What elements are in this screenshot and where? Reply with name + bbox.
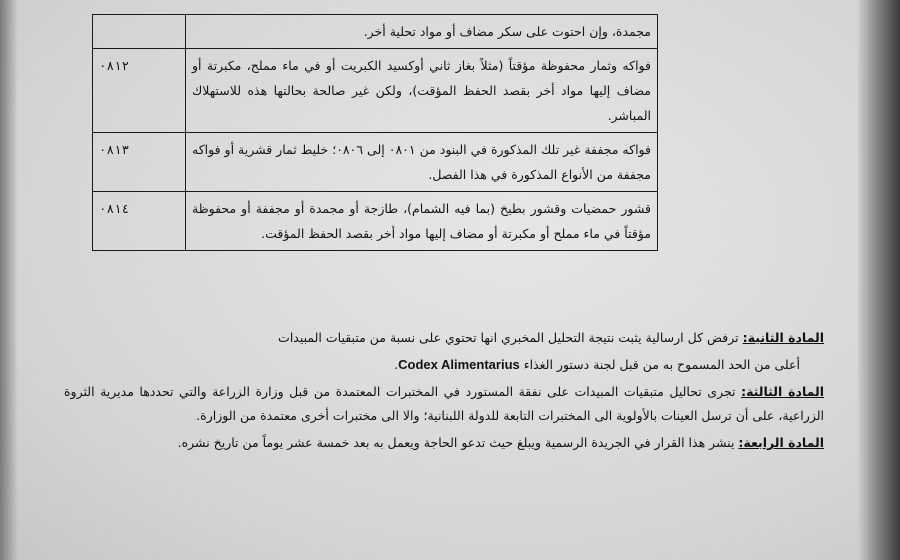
tariff-table (92, 14, 658, 251)
article-4-text: ينشر هذا القرار في الجريدة الرسمية ويبلغ حيث تدعو الحاجة ويعمل به بعد خمسة عشر يوماً من تاريخ نشره. (177, 435, 739, 450)
row-code: ٠٨١٣ (93, 133, 186, 192)
article-4 (64, 431, 824, 455)
article-2-end: . (394, 357, 399, 372)
row-code: ٠٨١٤ (93, 192, 186, 251)
article-2-continuation (64, 353, 824, 377)
article-3-text: تجرى تحاليل متبقيات المبيدات على نفقة المستورد في المختبرات المعتمدة من قبل وزارة الزراعة والتي تحددها مديرية الثروة الزراعية، على أن ترسل العينات بالأولوية الى المختبرات التابعة للدولة اللبنانية؛ والا الى مختبرات أخرى معتمدة من الوزارة. (64, 384, 824, 423)
table-row (93, 15, 658, 49)
article-2-continuation-text: أعلى من الحد المسموح به من قبل لجنة دستور الغذاء (519, 357, 800, 372)
row-description: قشور حمضيات وقشور بطيخ (بما فيه الشمام)، طازجة أو مجمدة أو مجففة أو محفوظة مؤقتاً في ماء مملح أو مكبرتة أو مضاف إليها مواد أخر بقصد الحفظ المؤقت. (186, 192, 658, 251)
articles-section (64, 326, 824, 458)
article-2-title: المادة الثانية: (742, 330, 824, 345)
row-description: مجمدة، وإن احتوت على سكر مضاف أو مواد تحلية أخر. (186, 15, 658, 49)
row-description: فواكه وثمار محفوظة مؤقتاً (مثلاً بغاز ثاني أوكسيد الكبريت أو في ماء مملح، مكبرتة أو مضاف إليها مواد أخر بقصد الحفظ المؤقت)، ولكن غير صالحة بحالتها هذه للاستهلاك المباشر. (186, 49, 658, 133)
article-3-title: المادة الثالثة: (741, 384, 824, 399)
table-row (93, 133, 658, 192)
codex-name: Codex Alimentarius (398, 357, 520, 372)
table-row (93, 192, 658, 251)
page-left-shadow (0, 0, 18, 560)
article-2-text: ترفض كل ارسالية يثبت نتيجة التحليل المخبري انها تحتوي على نسبة من متبقيات المبيدات (278, 330, 743, 345)
row-code: ٠٨١٢ (93, 49, 186, 133)
row-description: فواكه مجففة غير تلك المذكورة في البنود من ٠٨٠١ إلى ٠٨٠٦؛ خليط ثمار قشرية أو فواكه مجففة من الأنواع المذكورة في هذا الفصل. (186, 133, 658, 192)
row-code (93, 15, 186, 49)
table-row (93, 49, 658, 133)
page-right-edge (858, 0, 900, 560)
article-3 (64, 380, 824, 428)
article-2 (64, 326, 824, 350)
article-4-title: المادة الرابعة: (738, 435, 824, 450)
